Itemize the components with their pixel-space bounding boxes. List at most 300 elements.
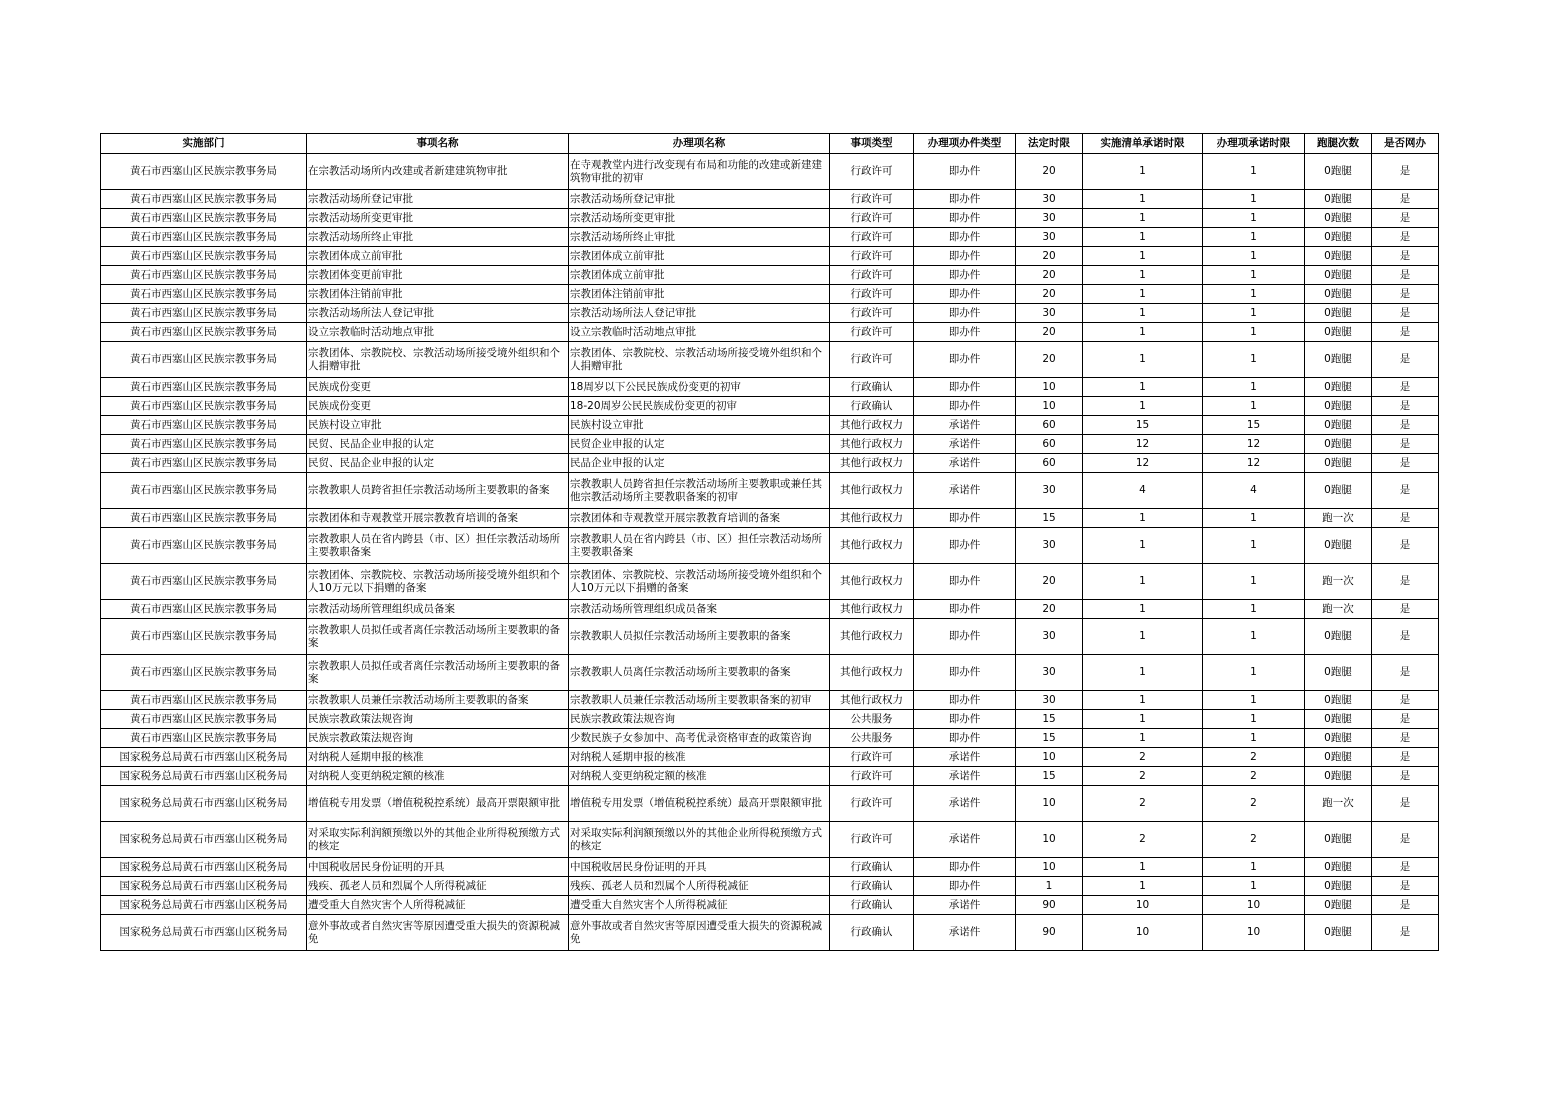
table-row xyxy=(101,509,1439,528)
cell-matter-name: 宗教团体变更前审批 xyxy=(307,266,569,285)
cell-online: 是 xyxy=(1372,509,1439,528)
cell-item-name: 意外事故或者自然灾害等原因遭受重大损失的资源税减免 xyxy=(569,915,830,951)
cell-list-promise-limit: 1 xyxy=(1083,858,1203,877)
cell-matter-name: 宗教活动场所管理组织成员备案 xyxy=(307,600,569,619)
cell-item-name: 18周岁以下公民民族成份变更的初审 xyxy=(569,378,830,397)
cell-online: 是 xyxy=(1372,285,1439,304)
cell-online: 是 xyxy=(1372,228,1439,247)
cell-legal-limit: 20 xyxy=(1016,600,1083,619)
cell-online: 是 xyxy=(1372,190,1439,209)
cell-matter-type: 行政许可 xyxy=(830,285,914,304)
cell-department: 黄石市西塞山区民族宗教事务局 xyxy=(101,397,307,416)
table-row xyxy=(101,564,1439,600)
cell-matter-name: 宗教活动场所终止审批 xyxy=(307,228,569,247)
table-row xyxy=(101,729,1439,748)
cell-item-promise-limit: 1 xyxy=(1203,266,1305,285)
cell-item-name: 宗教团体和寺观教堂开展宗教教育培训的备案 xyxy=(569,509,830,528)
cell-item-promise-limit: 1 xyxy=(1203,323,1305,342)
cell-item-name: 宗教活动场所登记审批 xyxy=(569,190,830,209)
cell-visit-count: 0跑腿 xyxy=(1305,247,1372,266)
cell-item-promise-limit: 10 xyxy=(1203,896,1305,915)
cell-legal-limit: 30 xyxy=(1016,304,1083,323)
cell-department: 国家税务总局黄石市西塞山区税务局 xyxy=(101,786,307,822)
cell-matter-name: 宗教教职人员拟任或者离任宗教活动场所主要教职的备案 xyxy=(307,655,569,691)
cell-online: 是 xyxy=(1372,454,1439,473)
cell-list-promise-limit: 1 xyxy=(1083,691,1203,710)
cell-case-type: 即办件 xyxy=(914,209,1016,228)
cell-matter-type: 其他行政权力 xyxy=(830,528,914,564)
cell-department: 黄石市西塞山区民族宗教事务局 xyxy=(101,285,307,304)
cell-item-name: 对采取实际利润额预缴以外的其他企业所得税预缴方式的核定 xyxy=(569,822,830,858)
table-row xyxy=(101,266,1439,285)
cell-department: 黄石市西塞山区民族宗教事务局 xyxy=(101,564,307,600)
cell-department: 黄石市西塞山区民族宗教事务局 xyxy=(101,655,307,691)
cell-department: 黄石市西塞山区民族宗教事务局 xyxy=(101,378,307,397)
cell-matter-name: 宗教教职人员跨省担任宗教活动场所主要教职的备案 xyxy=(307,473,569,509)
cell-item-name: 对纳税人变更纳税定额的核准 xyxy=(569,767,830,786)
cell-list-promise-limit: 1 xyxy=(1083,209,1203,228)
cell-matter-name: 宗教团体、宗教院校、宗教活动场所接受境外组织和个人捐赠审批 xyxy=(307,342,569,378)
cell-matter-type: 其他行政权力 xyxy=(830,600,914,619)
cell-visit-count: 0跑腿 xyxy=(1305,473,1372,509)
cell-case-type: 即办件 xyxy=(914,655,1016,691)
cell-department: 黄石市西塞山区民族宗教事务局 xyxy=(101,435,307,454)
header-item-name: 办理项名称 xyxy=(569,134,830,154)
table-row xyxy=(101,786,1439,822)
cell-legal-limit: 20 xyxy=(1016,323,1083,342)
cell-case-type: 即办件 xyxy=(914,691,1016,710)
cell-matter-name: 对纳税人延期申报的核准 xyxy=(307,748,569,767)
cell-case-type: 即办件 xyxy=(914,858,1016,877)
cell-legal-limit: 30 xyxy=(1016,190,1083,209)
cell-item-promise-limit: 1 xyxy=(1203,342,1305,378)
cell-visit-count: 0跑腿 xyxy=(1305,877,1372,896)
cell-legal-limit: 20 xyxy=(1016,564,1083,600)
cell-online: 是 xyxy=(1372,710,1439,729)
cell-visit-count: 0跑腿 xyxy=(1305,228,1372,247)
cell-list-promise-limit: 15 xyxy=(1083,416,1203,435)
cell-list-promise-limit: 1 xyxy=(1083,619,1203,655)
cell-online: 是 xyxy=(1372,877,1439,896)
cell-matter-type: 行政许可 xyxy=(830,342,914,378)
cell-item-promise-limit: 1 xyxy=(1203,285,1305,304)
cell-online: 是 xyxy=(1372,655,1439,691)
cell-item-name: 在寺观教堂内进行改变现有布局和功能的改建或新建建筑物审批的初审 xyxy=(569,154,830,190)
cell-department: 黄石市西塞山区民族宗教事务局 xyxy=(101,247,307,266)
cell-case-type: 即办件 xyxy=(914,378,1016,397)
cell-department: 黄石市西塞山区民族宗教事务局 xyxy=(101,691,307,710)
cell-matter-type: 行政许可 xyxy=(830,266,914,285)
cell-department: 国家税务总局黄石市西塞山区税务局 xyxy=(101,767,307,786)
cell-matter-type: 其他行政权力 xyxy=(830,473,914,509)
cell-item-promise-limit: 1 xyxy=(1203,209,1305,228)
cell-department: 黄石市西塞山区民族宗教事务局 xyxy=(101,154,307,190)
cell-online: 是 xyxy=(1372,767,1439,786)
cell-online: 是 xyxy=(1372,600,1439,619)
cell-list-promise-limit: 1 xyxy=(1083,729,1203,748)
header-visit-count: 跑腿次数 xyxy=(1305,134,1372,154)
cell-matter-name: 民贸、民品企业申报的认定 xyxy=(307,435,569,454)
cell-matter-name: 宗教团体、宗教院校、宗教活动场所接受境外组织和个人10万元以下捐赠的备案 xyxy=(307,564,569,600)
cell-legal-limit: 20 xyxy=(1016,266,1083,285)
cell-online: 是 xyxy=(1372,435,1439,454)
cell-list-promise-limit: 12 xyxy=(1083,435,1203,454)
cell-item-promise-limit: 1 xyxy=(1203,600,1305,619)
cell-visit-count: 0跑腿 xyxy=(1305,858,1372,877)
cell-online: 是 xyxy=(1372,528,1439,564)
cell-item-promise-limit: 2 xyxy=(1203,786,1305,822)
cell-case-type: 即办件 xyxy=(914,323,1016,342)
cell-legal-limit: 15 xyxy=(1016,729,1083,748)
cell-visit-count: 0跑腿 xyxy=(1305,454,1372,473)
header-list-promise-limit: 实施清单承诺时限 xyxy=(1083,134,1203,154)
cell-online: 是 xyxy=(1372,564,1439,600)
cell-online: 是 xyxy=(1372,896,1439,915)
cell-department: 黄石市西塞山区民族宗教事务局 xyxy=(101,266,307,285)
cell-matter-type: 其他行政权力 xyxy=(830,416,914,435)
cell-online: 是 xyxy=(1372,266,1439,285)
table-row xyxy=(101,655,1439,691)
cell-department: 黄石市西塞山区民族宗教事务局 xyxy=(101,619,307,655)
cell-online: 是 xyxy=(1372,691,1439,710)
cell-item-promise-limit: 2 xyxy=(1203,748,1305,767)
cell-matter-name: 民族成份变更 xyxy=(307,378,569,397)
cell-list-promise-limit: 1 xyxy=(1083,304,1203,323)
table-row xyxy=(101,691,1439,710)
cell-department: 黄石市西塞山区民族宗教事务局 xyxy=(101,190,307,209)
cell-item-name: 宗教团体成立前审批 xyxy=(569,247,830,266)
cell-legal-limit: 30 xyxy=(1016,528,1083,564)
table-row xyxy=(101,435,1439,454)
table-row xyxy=(101,416,1439,435)
cell-item-name: 18-20周岁公民民族成份变更的初审 xyxy=(569,397,830,416)
cell-visit-count: 0跑腿 xyxy=(1305,435,1372,454)
cell-matter-name: 宗教教职人员兼任宗教活动场所主要教职的备案 xyxy=(307,691,569,710)
cell-visit-count: 跑一次 xyxy=(1305,564,1372,600)
table-row xyxy=(101,896,1439,915)
cell-visit-count: 0跑腿 xyxy=(1305,691,1372,710)
cell-item-name: 宗教活动场所管理组织成员备案 xyxy=(569,600,830,619)
cell-department: 黄石市西塞山区民族宗教事务局 xyxy=(101,600,307,619)
cell-visit-count: 0跑腿 xyxy=(1305,655,1372,691)
cell-item-promise-limit: 2 xyxy=(1203,767,1305,786)
cell-online: 是 xyxy=(1372,304,1439,323)
cell-list-promise-limit: 1 xyxy=(1083,247,1203,266)
cell-item-promise-limit: 1 xyxy=(1203,655,1305,691)
cell-case-type: 承诺件 xyxy=(914,767,1016,786)
cell-item-name: 增值税专用发票（增值税税控系统）最高开票限额审批 xyxy=(569,786,830,822)
cell-online: 是 xyxy=(1372,378,1439,397)
cell-visit-count: 0跑腿 xyxy=(1305,416,1372,435)
cell-item-promise-limit: 1 xyxy=(1203,190,1305,209)
cell-matter-name: 遭受重大自然灾害个人所得税减征 xyxy=(307,896,569,915)
table-row xyxy=(101,600,1439,619)
cell-case-type: 承诺件 xyxy=(914,416,1016,435)
cell-item-promise-limit: 1 xyxy=(1203,528,1305,564)
cell-matter-type: 其他行政权力 xyxy=(830,454,914,473)
cell-matter-type: 行政许可 xyxy=(830,228,914,247)
cell-legal-limit: 30 xyxy=(1016,655,1083,691)
cell-department: 黄石市西塞山区民族宗教事务局 xyxy=(101,209,307,228)
cell-list-promise-limit: 2 xyxy=(1083,822,1203,858)
cell-list-promise-limit: 1 xyxy=(1083,655,1203,691)
cell-online: 是 xyxy=(1372,915,1439,951)
cell-list-promise-limit: 10 xyxy=(1083,896,1203,915)
cell-case-type: 即办件 xyxy=(914,710,1016,729)
cell-legal-limit: 10 xyxy=(1016,786,1083,822)
cell-matter-name: 意外事故或者自然灾害等原因遭受重大损失的资源税减免 xyxy=(307,915,569,951)
cell-matter-type: 行政许可 xyxy=(830,190,914,209)
cell-item-name: 民贸企业申报的认定 xyxy=(569,435,830,454)
cell-item-name: 宗教团体注销前审批 xyxy=(569,285,830,304)
cell-legal-limit: 30 xyxy=(1016,228,1083,247)
header-matter-name: 事项名称 xyxy=(307,134,569,154)
cell-matter-type: 其他行政权力 xyxy=(830,691,914,710)
cell-matter-type: 行政许可 xyxy=(830,748,914,767)
cell-matter-name: 宗教团体注销前审批 xyxy=(307,285,569,304)
cell-case-type: 承诺件 xyxy=(914,748,1016,767)
cell-online: 是 xyxy=(1372,342,1439,378)
table-row xyxy=(101,342,1439,378)
cell-item-name: 中国税收居民身份证明的开具 xyxy=(569,858,830,877)
table-row xyxy=(101,190,1439,209)
cell-item-name: 宗教活动场所法人登记审批 xyxy=(569,304,830,323)
cell-online: 是 xyxy=(1372,323,1439,342)
cell-matter-type: 行政确认 xyxy=(830,915,914,951)
cell-online: 是 xyxy=(1372,729,1439,748)
cell-item-name: 宗教活动场所终止审批 xyxy=(569,228,830,247)
cell-department: 黄石市西塞山区民族宗教事务局 xyxy=(101,416,307,435)
cell-list-promise-limit: 12 xyxy=(1083,454,1203,473)
cell-list-promise-limit: 10 xyxy=(1083,915,1203,951)
cell-legal-limit: 10 xyxy=(1016,858,1083,877)
cell-legal-limit: 90 xyxy=(1016,896,1083,915)
cell-legal-limit: 10 xyxy=(1016,378,1083,397)
cell-matter-name: 民贸、民品企业申报的认定 xyxy=(307,454,569,473)
table-row xyxy=(101,822,1439,858)
cell-matter-name: 宗教团体成立前审批 xyxy=(307,247,569,266)
cell-legal-limit: 20 xyxy=(1016,342,1083,378)
table-row xyxy=(101,378,1439,397)
cell-item-promise-limit: 1 xyxy=(1203,397,1305,416)
cell-visit-count: 跑一次 xyxy=(1305,786,1372,822)
cell-department: 国家税务总局黄石市西塞山区税务局 xyxy=(101,877,307,896)
cell-list-promise-limit: 2 xyxy=(1083,786,1203,822)
cell-legal-limit: 60 xyxy=(1016,454,1083,473)
cell-matter-name: 残疾、孤老人员和烈属个人所得税减征 xyxy=(307,877,569,896)
cell-list-promise-limit: 1 xyxy=(1083,190,1203,209)
cell-matter-type: 公共服务 xyxy=(830,729,914,748)
cell-case-type: 即办件 xyxy=(914,228,1016,247)
cell-visit-count: 0跑腿 xyxy=(1305,528,1372,564)
cell-item-name: 宗教团体成立前审批 xyxy=(569,266,830,285)
cell-list-promise-limit: 1 xyxy=(1083,528,1203,564)
cell-visit-count: 0跑腿 xyxy=(1305,378,1372,397)
cell-online: 是 xyxy=(1372,822,1439,858)
cell-case-type: 即办件 xyxy=(914,509,1016,528)
cell-matter-name: 宗教团体和寺观教堂开展宗教教育培训的备案 xyxy=(307,509,569,528)
cell-legal-limit: 30 xyxy=(1016,473,1083,509)
table-row xyxy=(101,323,1439,342)
table-row xyxy=(101,710,1439,729)
cell-visit-count: 0跑腿 xyxy=(1305,748,1372,767)
cell-item-promise-limit: 1 xyxy=(1203,710,1305,729)
cell-matter-type: 公共服务 xyxy=(830,710,914,729)
cell-case-type: 承诺件 xyxy=(914,786,1016,822)
cell-item-promise-limit: 1 xyxy=(1203,564,1305,600)
cell-department: 国家税务总局黄石市西塞山区税务局 xyxy=(101,915,307,951)
cell-case-type: 承诺件 xyxy=(914,915,1016,951)
cell-visit-count: 0跑腿 xyxy=(1305,342,1372,378)
table-row xyxy=(101,285,1439,304)
cell-department: 国家税务总局黄石市西塞山区税务局 xyxy=(101,748,307,767)
cell-matter-type: 其他行政权力 xyxy=(830,509,914,528)
table-row xyxy=(101,247,1439,266)
cell-item-name: 残疾、孤老人员和烈属个人所得税减征 xyxy=(569,877,830,896)
cell-item-promise-limit: 1 xyxy=(1203,877,1305,896)
cell-online: 是 xyxy=(1372,619,1439,655)
cell-legal-limit: 30 xyxy=(1016,209,1083,228)
cell-department: 黄石市西塞山区民族宗教事务局 xyxy=(101,304,307,323)
cell-legal-limit: 30 xyxy=(1016,619,1083,655)
cell-case-type: 即办件 xyxy=(914,600,1016,619)
cell-visit-count: 跑一次 xyxy=(1305,509,1372,528)
cell-matter-type: 行政许可 xyxy=(830,209,914,228)
cell-legal-limit: 15 xyxy=(1016,710,1083,729)
cell-case-type: 即办件 xyxy=(914,154,1016,190)
cell-visit-count: 0跑腿 xyxy=(1305,190,1372,209)
cell-visit-count: 0跑腿 xyxy=(1305,266,1372,285)
cell-case-type: 即办件 xyxy=(914,397,1016,416)
cell-matter-type: 其他行政权力 xyxy=(830,655,914,691)
cell-case-type: 承诺件 xyxy=(914,896,1016,915)
cell-department: 黄石市西塞山区民族宗教事务局 xyxy=(101,228,307,247)
header-matter-type: 事项类型 xyxy=(830,134,914,154)
cell-item-promise-limit: 12 xyxy=(1203,435,1305,454)
cell-matter-name: 宗教活动场所登记审批 xyxy=(307,190,569,209)
cell-legal-limit: 10 xyxy=(1016,748,1083,767)
cell-case-type: 即办件 xyxy=(914,877,1016,896)
cell-matter-name: 民族宗教政策法规咨询 xyxy=(307,729,569,748)
cell-matter-type: 行政许可 xyxy=(830,822,914,858)
cell-item-promise-limit: 1 xyxy=(1203,509,1305,528)
matters-table xyxy=(100,133,1439,951)
cell-case-type: 承诺件 xyxy=(914,454,1016,473)
cell-item-name: 宗教教职人员跨省担任宗教活动场所主要教职或兼任其他宗教活动场所主要教职备案的初审 xyxy=(569,473,830,509)
cell-item-name: 民族宗教政策法规咨询 xyxy=(569,710,830,729)
cell-list-promise-limit: 2 xyxy=(1083,767,1203,786)
cell-item-name: 宗教教职人员在省内跨县（市、区）担任宗教活动场所主要教职备案 xyxy=(569,528,830,564)
table-row xyxy=(101,397,1439,416)
cell-list-promise-limit: 1 xyxy=(1083,342,1203,378)
cell-case-type: 即办件 xyxy=(914,190,1016,209)
cell-list-promise-limit: 1 xyxy=(1083,266,1203,285)
cell-item-name: 民品企业申报的认定 xyxy=(569,454,830,473)
cell-online: 是 xyxy=(1372,416,1439,435)
table-row xyxy=(101,748,1439,767)
cell-item-name: 遭受重大自然灾害个人所得税减征 xyxy=(569,896,830,915)
cell-item-name: 宗教教职人员离任宗教活动场所主要教职的备案 xyxy=(569,655,830,691)
cell-visit-count: 跑一次 xyxy=(1305,600,1372,619)
cell-list-promise-limit: 1 xyxy=(1083,509,1203,528)
table-row xyxy=(101,304,1439,323)
cell-department: 黄石市西塞山区民族宗教事务局 xyxy=(101,528,307,564)
cell-list-promise-limit: 1 xyxy=(1083,323,1203,342)
cell-matter-type: 行政确认 xyxy=(830,896,914,915)
cell-item-name: 少数民族子女参加中、高考优录资格审查的政策咨询 xyxy=(569,729,830,748)
cell-department: 黄石市西塞山区民族宗教事务局 xyxy=(101,454,307,473)
cell-matter-type: 行政许可 xyxy=(830,154,914,190)
cell-online: 是 xyxy=(1372,154,1439,190)
table-row xyxy=(101,154,1439,190)
cell-matter-type: 行政确认 xyxy=(830,858,914,877)
cell-matter-type: 行政确认 xyxy=(830,397,914,416)
cell-item-promise-limit: 1 xyxy=(1203,247,1305,266)
cell-matter-name: 民族宗教政策法规咨询 xyxy=(307,710,569,729)
cell-online: 是 xyxy=(1372,786,1439,822)
cell-case-type: 承诺件 xyxy=(914,473,1016,509)
cell-department: 黄石市西塞山区民族宗教事务局 xyxy=(101,473,307,509)
cell-list-promise-limit: 1 xyxy=(1083,378,1203,397)
cell-item-name: 设立宗教临时活动地点审批 xyxy=(569,323,830,342)
cell-item-promise-limit: 15 xyxy=(1203,416,1305,435)
cell-online: 是 xyxy=(1372,473,1439,509)
header-item-promise-limit: 办理项承诺时限 xyxy=(1203,134,1305,154)
cell-case-type: 承诺件 xyxy=(914,435,1016,454)
cell-legal-limit: 1 xyxy=(1016,877,1083,896)
cell-department: 黄石市西塞山区民族宗教事务局 xyxy=(101,342,307,378)
cell-matter-type: 行政许可 xyxy=(830,304,914,323)
cell-item-promise-limit: 12 xyxy=(1203,454,1305,473)
table-row xyxy=(101,858,1439,877)
cell-matter-name: 在宗教活动场所内改建或者新建建筑物审批 xyxy=(307,154,569,190)
table-header xyxy=(101,134,1439,154)
cell-item-promise-limit: 1 xyxy=(1203,619,1305,655)
cell-legal-limit: 60 xyxy=(1016,435,1083,454)
cell-matter-type: 行政许可 xyxy=(830,247,914,266)
cell-department: 黄石市西塞山区民族宗教事务局 xyxy=(101,509,307,528)
cell-visit-count: 0跑腿 xyxy=(1305,285,1372,304)
header-case-type: 办理项办件类型 xyxy=(914,134,1016,154)
cell-item-name: 宗教团体、宗教院校、宗教活动场所接受境外组织和个人捐赠审批 xyxy=(569,342,830,378)
table-row xyxy=(101,877,1439,896)
cell-visit-count: 0跑腿 xyxy=(1305,154,1372,190)
cell-item-promise-limit: 10 xyxy=(1203,915,1305,951)
cell-item-name: 对纳税人延期申报的核准 xyxy=(569,748,830,767)
cell-item-name: 宗教活动场所变更审批 xyxy=(569,209,830,228)
cell-visit-count: 0跑腿 xyxy=(1305,323,1372,342)
cell-online: 是 xyxy=(1372,247,1439,266)
cell-item-promise-limit: 1 xyxy=(1203,154,1305,190)
cell-case-type: 即办件 xyxy=(914,266,1016,285)
cell-legal-limit: 20 xyxy=(1016,154,1083,190)
cell-item-promise-limit: 1 xyxy=(1203,378,1305,397)
cell-list-promise-limit: 1 xyxy=(1083,397,1203,416)
cell-case-type: 即办件 xyxy=(914,285,1016,304)
cell-matter-name: 宗教教职人员拟任或者离任宗教活动场所主要教职的备案 xyxy=(307,619,569,655)
cell-visit-count: 0跑腿 xyxy=(1305,304,1372,323)
cell-item-promise-limit: 1 xyxy=(1203,691,1305,710)
cell-matter-type: 其他行政权力 xyxy=(830,564,914,600)
cell-legal-limit: 15 xyxy=(1016,509,1083,528)
table-row xyxy=(101,228,1439,247)
cell-legal-limit: 20 xyxy=(1016,285,1083,304)
cell-online: 是 xyxy=(1372,858,1439,877)
cell-item-promise-limit: 1 xyxy=(1203,304,1305,323)
table-row xyxy=(101,473,1439,509)
cell-case-type: 即办件 xyxy=(914,564,1016,600)
cell-legal-limit: 10 xyxy=(1016,822,1083,858)
